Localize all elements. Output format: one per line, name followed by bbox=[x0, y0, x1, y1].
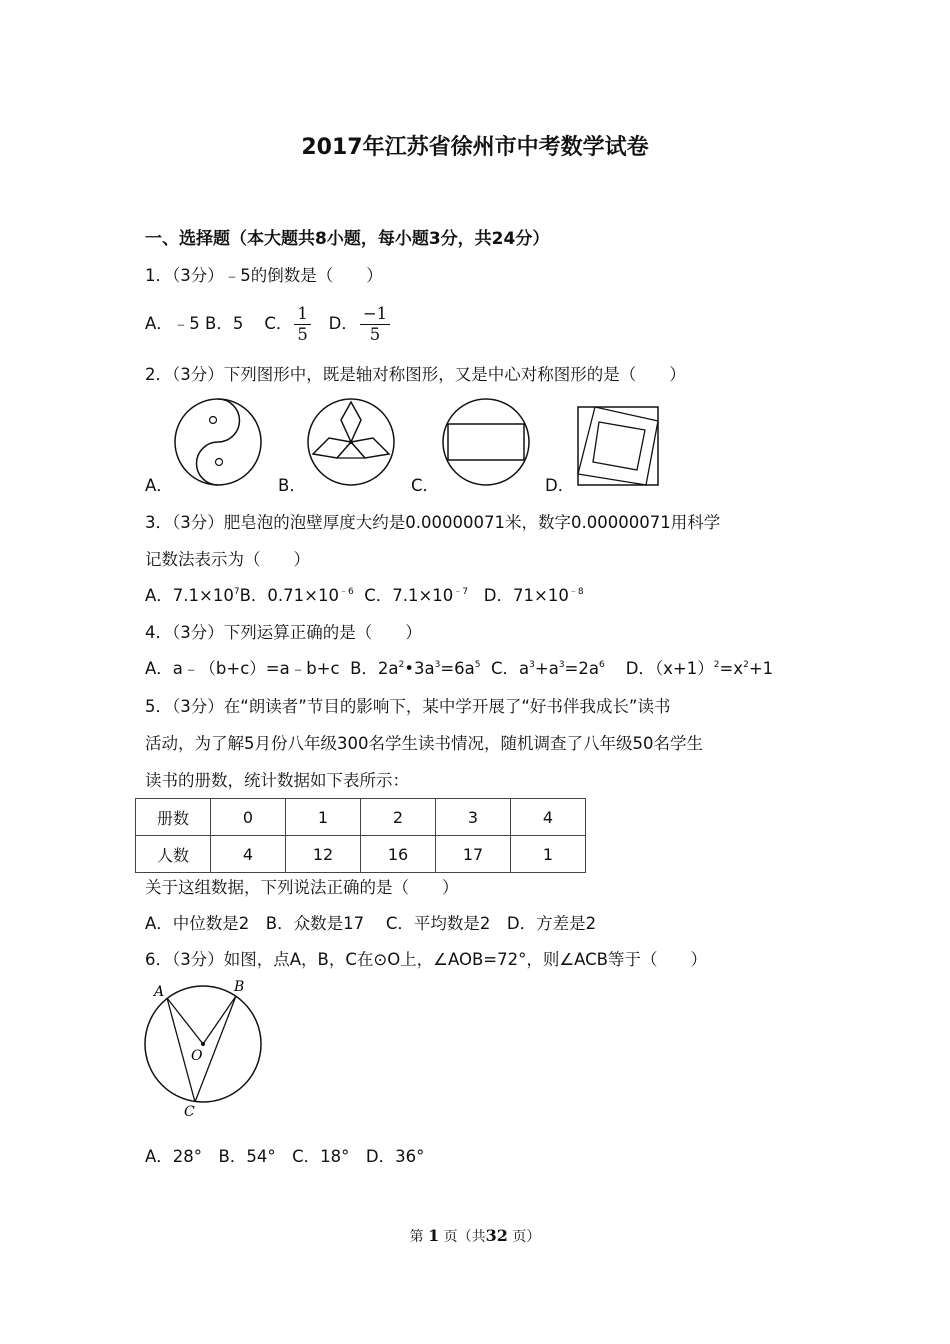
point-label-o: O bbox=[191, 1048, 203, 1064]
fraction-neg-one-fifth: $\frac{-1}{5}$ bbox=[360, 304, 390, 345]
option-a: A．﹣5 bbox=[145, 314, 200, 333]
page-footer: 第 1 页（共32 页） bbox=[409, 1226, 541, 1245]
question-5-followup: 关于这组数据，下列说法正确的是（ ） bbox=[145, 878, 459, 897]
fraction-one-fifth: $\frac{1}{5}$ bbox=[294, 304, 311, 345]
question-4-stem: 4．（3分）下列运算正确的是（ ） bbox=[145, 623, 422, 642]
option-c: C． bbox=[264, 314, 293, 333]
page-title: 2017年江苏省徐州市中考数学试卷 bbox=[301, 135, 649, 160]
figure-label-a: A． bbox=[145, 476, 173, 495]
yin-yang-figure bbox=[170, 396, 266, 488]
three-diamond-figure bbox=[303, 396, 399, 488]
question-2-stem: 2．（3分）下列图形中，既是轴对称图形，又是中心对称图形的是（ ） bbox=[145, 365, 686, 384]
section-heading: 一、选择题（本大题共8小题，每小题3分，共24分） bbox=[145, 229, 550, 249]
question-3-stem-line1: 3．（3分）肥皂泡的泡壁厚度大约是0.00000071米，数字0.00000071用科学 bbox=[145, 513, 721, 532]
table-row: 人数 4 12 16 17 1 bbox=[136, 836, 586, 873]
question-6-options: A．28° B．54° C．18° D．36° bbox=[145, 1147, 425, 1166]
figure-label-b: B． bbox=[278, 476, 306, 495]
option-d: D． bbox=[328, 314, 358, 333]
option-b: B．5 bbox=[205, 314, 244, 333]
question-1-stem: 1．（3分）﹣5的倒数是（ ） bbox=[145, 266, 383, 285]
question-5-stem-line3: 读书的册数，统计数据如下表所示： bbox=[145, 771, 409, 790]
point-label-c: C bbox=[184, 1104, 195, 1118]
question-3-options: A．$7.1\times 10^7B$．$0.71\times 10^{﹣6}$ C．$7.1\times 10^{﹣7}$ D．$71\times 10^{﹣8}$ bbox=[145, 586, 584, 605]
figure-label-d: D． bbox=[545, 476, 575, 495]
book-count-table bbox=[135, 798, 586, 873]
question-6-stem: 6．（3分）如图，点A，B，C在⊙O上，∠AOB=72°，则∠ACB等于（ ） bbox=[145, 950, 707, 969]
inscribed-rectangle-figure bbox=[438, 396, 534, 488]
question-5-stem-line1: 5．（3分）在“朗读者”节目的影响下，某中学开展了“好书伴我成长”读书 bbox=[145, 697, 671, 716]
figure-label-c: C． bbox=[411, 476, 440, 495]
square-pinwheel-figure bbox=[575, 404, 661, 488]
question-1-options bbox=[145, 304, 392, 345]
question-3-stem-line2: 记数法表示为（ ） bbox=[145, 550, 310, 569]
point-label-a: A bbox=[154, 984, 165, 1000]
question-4-options: A．a﹣（b+c）=a﹣b+c B．$2a^2•3a^3=6a^5$ C．$a^3+a^3=2a^6$ D．$(x+1)^2=x^2+1$ bbox=[145, 659, 774, 678]
question-5-options: A．中位数是2 B．众数是17 C．平均数是2 D．方差是2 bbox=[145, 914, 597, 933]
question-5-stem-line2: 活动，为了解5月份八年级300名学生读书情况，随机调查了八年级50名学生 bbox=[145, 734, 703, 753]
circle-angle-figure bbox=[140, 978, 270, 1118]
table-row: 册数 0 1 2 3 4 bbox=[136, 799, 586, 836]
point-label-b: B bbox=[234, 979, 245, 995]
